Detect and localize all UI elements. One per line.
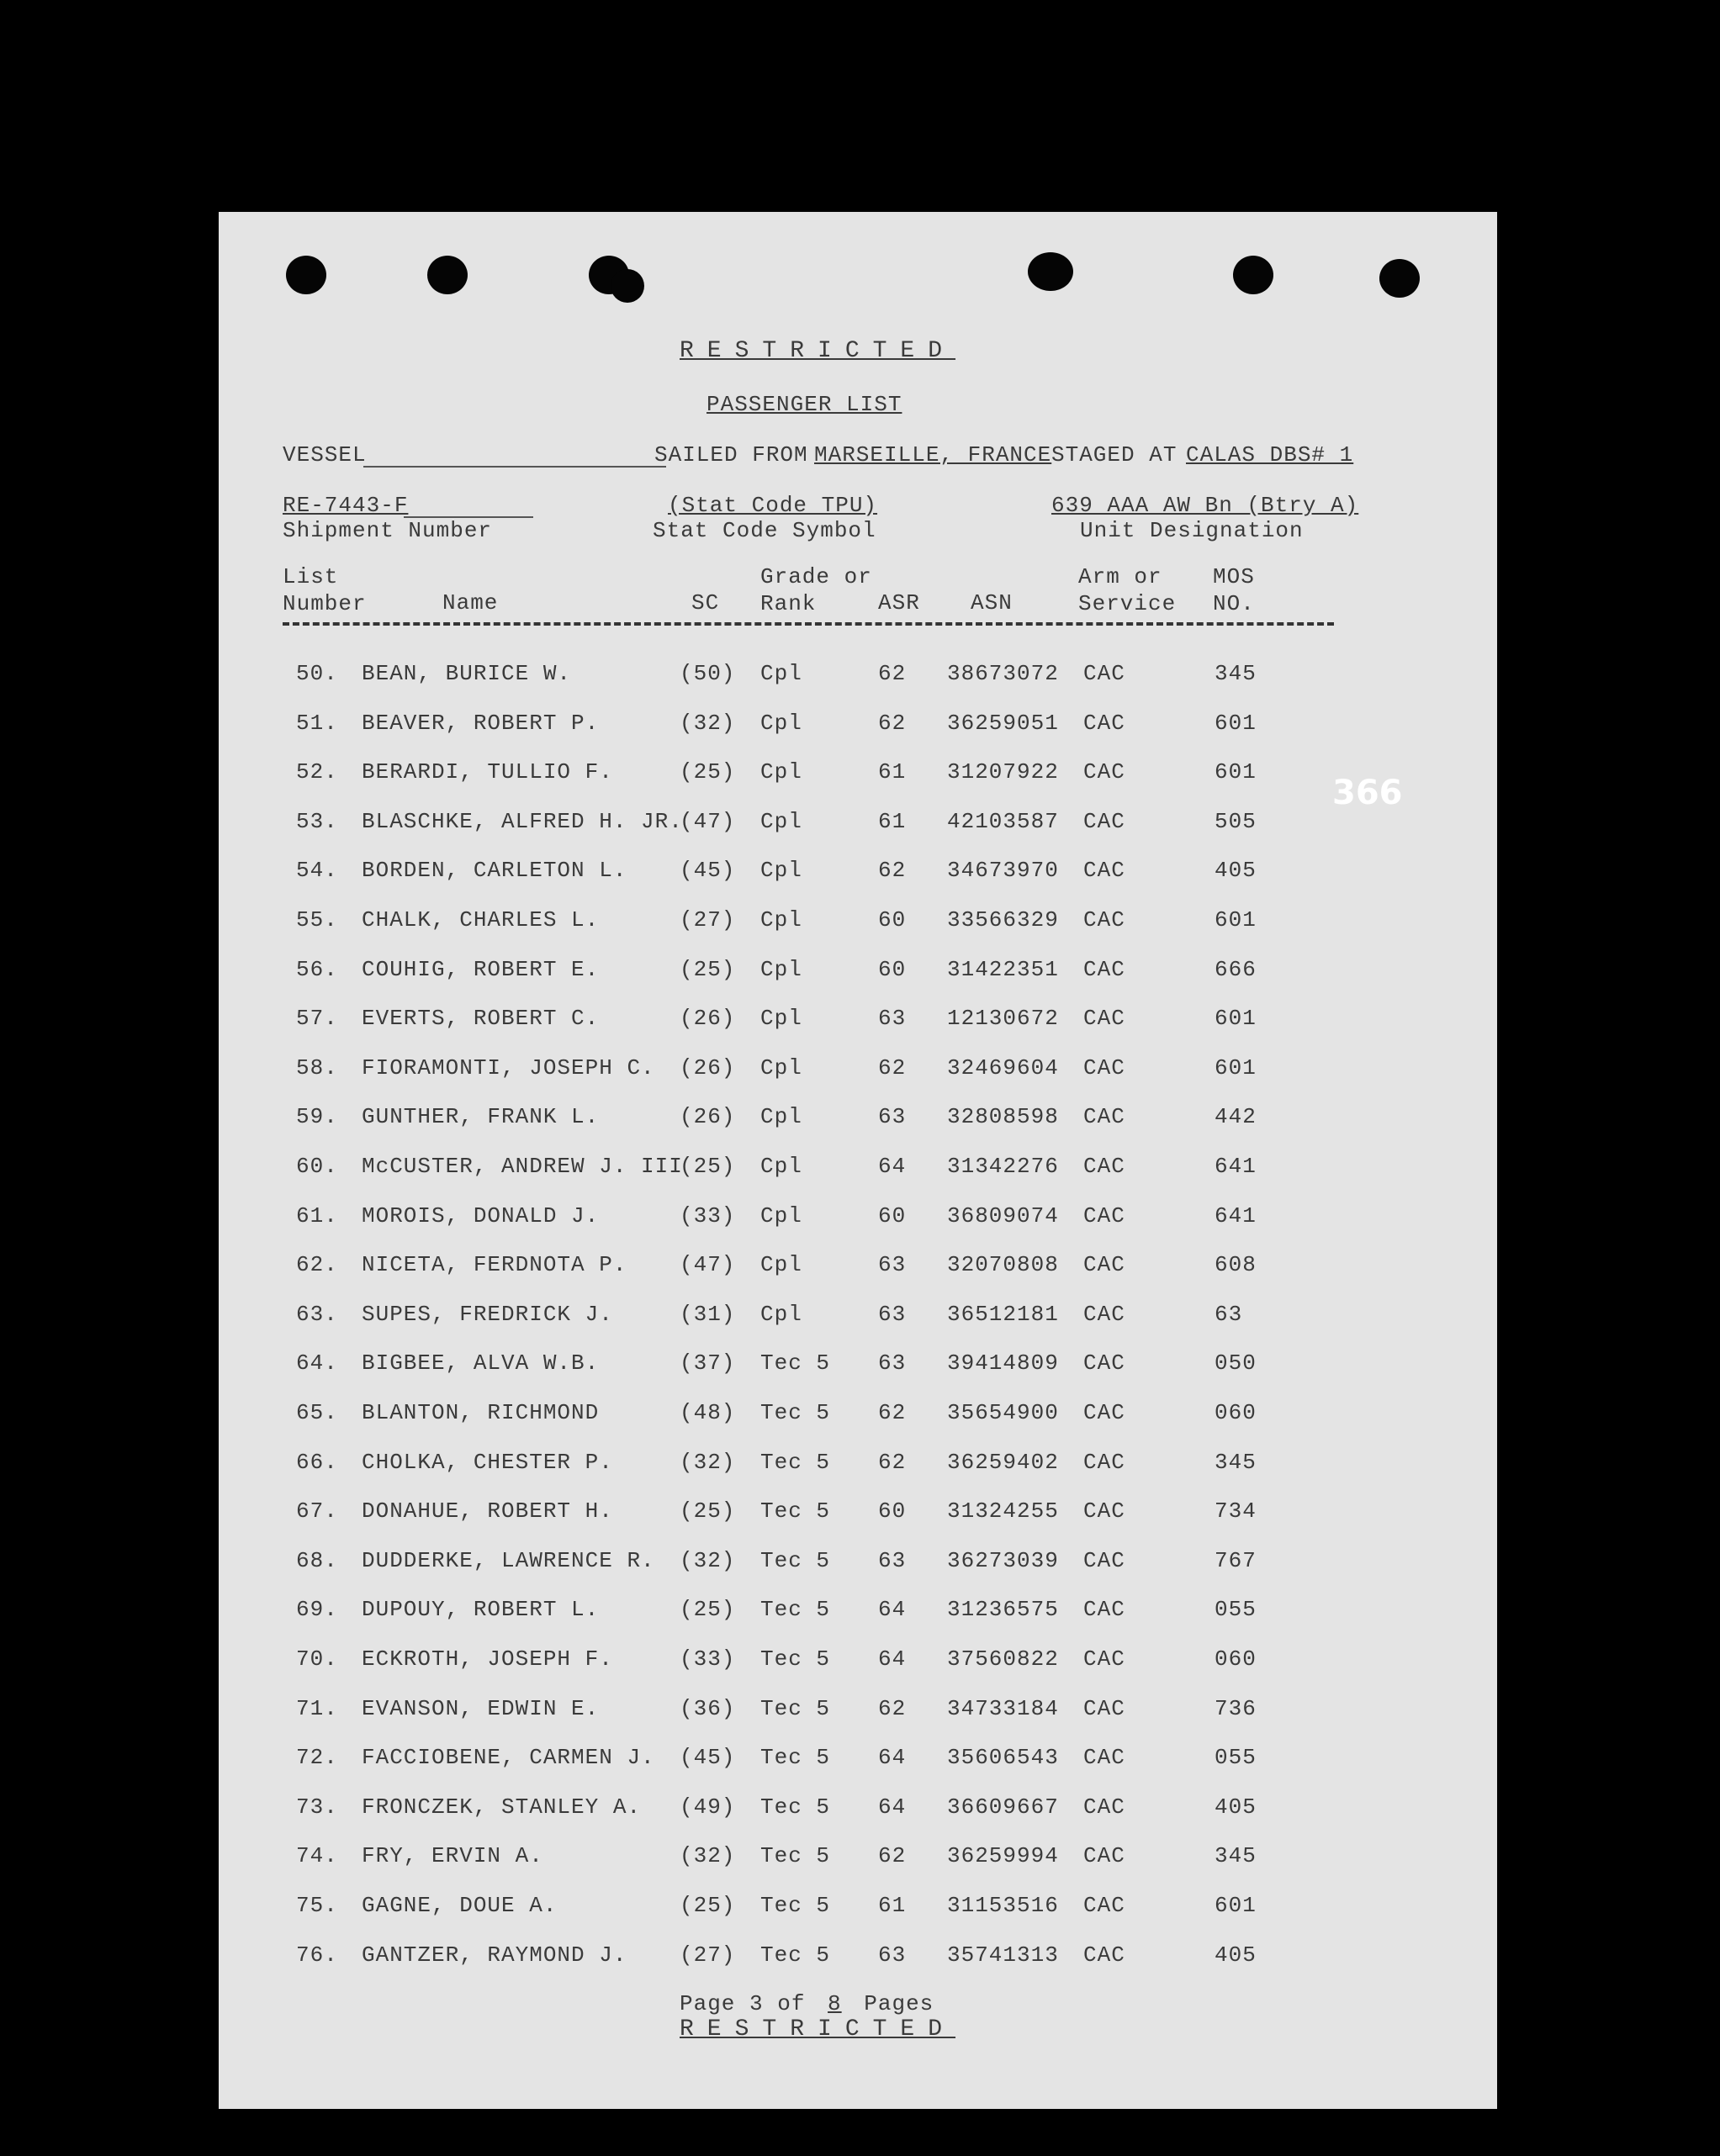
- table-row: [219, 1942, 1396, 1984]
- table-row: [219, 1104, 1396, 1146]
- cell-sc: (25): [680, 759, 736, 785]
- cell-grade: Tec 5: [760, 1498, 831, 1525]
- cell-arm: CAC: [1083, 1695, 1125, 1721]
- cell-num: 61.: [296, 1202, 338, 1229]
- cell-sc: (27): [680, 907, 736, 933]
- cell-asr: 61: [878, 759, 907, 785]
- cell-grade: Cpl: [760, 661, 802, 686]
- cell-arm: CAC: [1083, 808, 1125, 834]
- cell-asr: 61: [878, 808, 907, 834]
- cell-asn: 31207922: [947, 759, 1059, 785]
- cell-mos: 060: [1215, 1400, 1257, 1425]
- col-asr-header: ASR: [878, 590, 920, 616]
- table-row: [219, 711, 1396, 753]
- cell-sc: (45): [680, 1745, 736, 1771]
- cell-grade: Cpl: [760, 1006, 802, 1032]
- cell-name: FRY, ERVIN A.: [362, 1843, 543, 1869]
- cell-asr: 61: [878, 1893, 907, 1918]
- cell-asr: 64: [878, 1597, 907, 1623]
- cell-arm: CAC: [1083, 1104, 1125, 1130]
- cell-arm: CAC: [1083, 759, 1125, 785]
- header-divider: [283, 622, 1334, 626]
- cell-arm: CAC: [1083, 1547, 1125, 1573]
- cell-asn: 35606543: [947, 1745, 1059, 1771]
- cell-sc: (45): [680, 858, 736, 884]
- staged-at-label: STAGED AT: [1051, 442, 1178, 468]
- cell-num: 52.: [296, 759, 338, 785]
- cell-name: DONAHUE, ROBERT H.: [362, 1498, 613, 1525]
- shipment-number-value: RE-7443-F: [283, 493, 409, 518]
- cell-grade: Tec 5: [760, 1350, 831, 1377]
- cell-arm: CAC: [1083, 1449, 1125, 1475]
- cell-asn: 35654900: [947, 1400, 1059, 1425]
- table-row: [219, 1154, 1396, 1196]
- unit-designation-label: Unit Designation: [1080, 518, 1304, 543]
- table-row: [219, 1450, 1396, 1492]
- cell-num: 50.: [296, 661, 338, 686]
- cell-name: McCUSTER, ANDREW J. III: [362, 1154, 683, 1179]
- cell-grade: Tec 5: [760, 1745, 831, 1771]
- cell-asr: 62: [878, 661, 907, 686]
- cell-mos: 405: [1215, 1794, 1257, 1820]
- col-list-line2: Number: [283, 591, 367, 616]
- cell-asn: 36259402: [947, 1449, 1059, 1475]
- cell-mos: 442: [1215, 1104, 1257, 1130]
- cell-asr: 64: [878, 1646, 907, 1672]
- cell-grade: Tec 5: [760, 1893, 831, 1918]
- page-stamp-number: 366: [1332, 774, 1403, 812]
- cell-num: 59.: [296, 1104, 338, 1130]
- cell-name: BLANTON, RICHMOND: [362, 1400, 600, 1425]
- cell-mos: 641: [1215, 1154, 1257, 1179]
- cell-name: NICETA, FERDNOTA P.: [362, 1252, 627, 1278]
- cell-grade: Cpl: [760, 907, 802, 933]
- cell-arm: CAC: [1083, 1400, 1125, 1425]
- cell-grade: Cpl: [760, 1154, 802, 1179]
- cell-num: 54.: [296, 858, 338, 884]
- cell-grade: Tec 5: [760, 1646, 831, 1672]
- cell-grade: Cpl: [760, 1104, 802, 1130]
- col-arm-line2: Service: [1078, 591, 1177, 616]
- punch-hole: [286, 256, 326, 294]
- cell-grade: Tec 5: [760, 1547, 831, 1573]
- sailed-from-value: MARSEILLE, FRANCE: [814, 442, 1052, 468]
- cell-arm: CAC: [1083, 1252, 1125, 1278]
- cell-num: 57.: [296, 1006, 338, 1032]
- cell-sc: (33): [680, 1202, 736, 1229]
- cell-grade: Tec 5: [760, 1449, 831, 1475]
- cell-asr: 63: [878, 1252, 907, 1278]
- unit-designation-value: 639 AAA AW Bn (Btry A): [1051, 493, 1359, 518]
- cell-grade: Cpl: [760, 808, 802, 834]
- cell-sc: (32): [680, 1449, 736, 1475]
- cell-arm: CAC: [1083, 1154, 1125, 1179]
- cell-asn: 31422351: [947, 956, 1059, 982]
- table-row: [219, 1696, 1396, 1738]
- cell-name: DUDDERKE, LAWRENCE R.: [362, 1547, 655, 1573]
- cell-asn: 42103587: [947, 808, 1059, 834]
- table-row: [219, 1302, 1396, 1344]
- cell-asn: 31324255: [947, 1498, 1059, 1525]
- cell-mos: 601: [1215, 1006, 1257, 1032]
- cell-mos: 345: [1215, 1449, 1257, 1475]
- table-row: [219, 1646, 1396, 1688]
- cell-mos: 405: [1215, 1942, 1257, 1968]
- cell-mos: 601: [1215, 710, 1257, 736]
- cell-name: GUNTHER, FRANK L.: [362, 1104, 600, 1130]
- document-page: [219, 212, 1497, 2109]
- table-row: [219, 1350, 1396, 1392]
- cell-sc: (32): [680, 1547, 736, 1573]
- cell-asn: 39414809: [947, 1350, 1059, 1377]
- punch-hole: [611, 269, 644, 303]
- cell-name: BERARDI, TULLIO F.: [362, 759, 613, 785]
- cell-num: 62.: [296, 1252, 338, 1278]
- table-row: [219, 1597, 1396, 1639]
- stat-code-value: (Stat Code TPU): [668, 493, 878, 518]
- cell-asr: 64: [878, 1154, 907, 1179]
- cell-sc: (25): [680, 1893, 736, 1918]
- cell-name: BEAVER, ROBERT P.: [362, 710, 600, 736]
- cell-grade: Cpl: [760, 759, 802, 785]
- cell-name: BIGBEE, ALVA W.B.: [362, 1350, 600, 1377]
- cell-asr: 62: [878, 1843, 907, 1869]
- cell-name: EVERTS, ROBERT C.: [362, 1006, 600, 1032]
- cell-arm: CAC: [1083, 1843, 1125, 1869]
- vessel-label: VESSEL: [283, 442, 367, 468]
- cell-sc: (50): [680, 661, 736, 686]
- restricted-footer: RESTRICTED: [680, 2016, 956, 2042]
- col-mos-line1: MOS: [1213, 564, 1255, 589]
- cell-sc: (48): [680, 1400, 736, 1425]
- cell-mos: 608: [1215, 1252, 1257, 1278]
- cell-asn: 31153516: [947, 1893, 1059, 1918]
- col-asn-header: ASN: [971, 590, 1013, 616]
- table-row: [219, 759, 1396, 801]
- col-sc-header: SC: [691, 590, 720, 616]
- cell-asr: 62: [878, 710, 907, 736]
- cell-asn: 34733184: [947, 1695, 1059, 1721]
- cell-arm: CAC: [1083, 1745, 1125, 1771]
- cell-num: 56.: [296, 956, 338, 982]
- cell-arm: CAC: [1083, 1597, 1125, 1623]
- cell-sc: (26): [680, 1006, 736, 1032]
- cell-num: 74.: [296, 1843, 338, 1869]
- cell-asr: 63: [878, 1350, 907, 1377]
- cell-arm: CAC: [1083, 956, 1125, 982]
- cell-asn: 12130672: [947, 1006, 1059, 1032]
- cell-arm: CAC: [1083, 1498, 1125, 1525]
- cell-mos: 505: [1215, 808, 1257, 834]
- cell-arm: CAC: [1083, 1202, 1125, 1229]
- table-row: [219, 1203, 1396, 1245]
- cell-sc: (32): [680, 710, 736, 736]
- cell-grade: Tec 5: [760, 1400, 831, 1425]
- col-grade-line2: Rank: [760, 591, 817, 616]
- cell-asn: 32469604: [947, 1054, 1059, 1081]
- cell-sc: (49): [680, 1794, 736, 1820]
- table-row: [219, 1843, 1396, 1885]
- col-arm-header: [1078, 563, 1176, 617]
- punch-hole: [1028, 252, 1073, 291]
- cell-num: 66.: [296, 1449, 338, 1475]
- cell-arm: CAC: [1083, 1893, 1125, 1918]
- cell-arm: CAC: [1083, 1794, 1125, 1820]
- cell-asn: 31236575: [947, 1597, 1059, 1623]
- cell-name: FRONCZEK, STANLEY A.: [362, 1794, 642, 1820]
- cell-name: BEAN, BURICE W.: [362, 661, 572, 686]
- cell-grade: Cpl: [760, 1252, 802, 1278]
- cell-mos: 666: [1215, 956, 1257, 982]
- cell-num: 60.: [296, 1154, 338, 1179]
- cell-num: 53.: [296, 808, 338, 834]
- page-total: 8: [828, 1991, 842, 2016]
- cell-asr: 60: [878, 1202, 907, 1229]
- cell-arm: CAC: [1083, 1006, 1125, 1032]
- cell-asr: 62: [878, 1449, 907, 1475]
- cell-num: 51.: [296, 710, 338, 736]
- cell-num: 64.: [296, 1350, 338, 1377]
- col-grade-line1: Grade or: [760, 564, 872, 589]
- passenger-list-title: PASSENGER LIST: [707, 392, 902, 417]
- table-row: [219, 1498, 1396, 1540]
- cell-sc: (25): [680, 1597, 736, 1623]
- cell-arm: CAC: [1083, 1301, 1125, 1327]
- restricted-heading: RESTRICTED: [680, 338, 956, 364]
- table-row: [219, 1794, 1396, 1836]
- cell-mos: 345: [1215, 661, 1257, 686]
- staged-at-value: CALAS DBS# 1: [1186, 442, 1354, 468]
- cell-asr: 63: [878, 1942, 907, 1968]
- table-row: [219, 661, 1396, 703]
- cell-sc: (25): [680, 956, 736, 982]
- cell-sc: (27): [680, 1942, 736, 1968]
- cell-arm: CAC: [1083, 661, 1125, 686]
- cell-num: 72.: [296, 1745, 338, 1771]
- cell-asn: 33566329: [947, 907, 1059, 933]
- cell-grade: Tec 5: [760, 1942, 831, 1968]
- cell-asr: 60: [878, 1498, 907, 1525]
- cell-arm: CAC: [1083, 907, 1125, 933]
- cell-grade: Tec 5: [760, 1794, 831, 1820]
- cell-asn: 36609667: [947, 1794, 1059, 1820]
- cell-mos: 050: [1215, 1350, 1257, 1377]
- cell-asn: 36259051: [947, 710, 1059, 736]
- cell-num: 63.: [296, 1301, 338, 1327]
- col-list-header: [283, 563, 367, 617]
- cell-name: FIORAMONTI, JOSEPH C.: [362, 1054, 655, 1081]
- cell-name: CHALK, CHARLES L.: [362, 907, 600, 933]
- table-row: [219, 809, 1396, 851]
- col-list-line1: List: [283, 564, 339, 589]
- page-indicator: [680, 1991, 934, 2016]
- cell-num: 73.: [296, 1794, 338, 1820]
- table-row: [219, 858, 1396, 900]
- cell-name: EVANSON, EDWIN E.: [362, 1695, 600, 1721]
- cell-num: 69.: [296, 1597, 338, 1623]
- page-prefix: Page 3 of: [680, 1991, 806, 2016]
- cell-asr: 63: [878, 1006, 907, 1032]
- cell-asn: 34673970: [947, 858, 1059, 884]
- cell-asn: 31342276: [947, 1154, 1059, 1179]
- table-row: [219, 1745, 1396, 1787]
- cell-num: 58.: [296, 1054, 338, 1081]
- cell-name: SUPES, FREDRICK J.: [362, 1301, 613, 1327]
- cell-grade: Cpl: [760, 1202, 802, 1229]
- cell-asn: 36512181: [947, 1301, 1059, 1327]
- col-mos-header: [1213, 563, 1255, 617]
- cell-mos: 601: [1215, 1893, 1257, 1918]
- cell-num: 67.: [296, 1498, 338, 1525]
- cell-num: 76.: [296, 1942, 338, 1968]
- cell-asr: 62: [878, 1400, 907, 1425]
- cell-asr: 62: [878, 1695, 907, 1721]
- cell-arm: CAC: [1083, 1054, 1125, 1081]
- cell-sc: (36): [680, 1695, 736, 1721]
- cell-mos: 055: [1215, 1597, 1257, 1623]
- col-name-header: Name: [442, 590, 499, 616]
- cell-sc: (33): [680, 1646, 736, 1672]
- table-row: [219, 1006, 1396, 1048]
- cell-grade: Tec 5: [760, 1695, 831, 1721]
- cell-num: 71.: [296, 1695, 338, 1721]
- stat-code-label: Stat Code Symbol: [653, 518, 876, 543]
- cell-num: 55.: [296, 907, 338, 933]
- cell-mos: 601: [1215, 1054, 1257, 1081]
- cell-name: FACCIOBENE, CARMEN J.: [362, 1745, 655, 1771]
- cell-sc: (25): [680, 1154, 736, 1179]
- cell-name: ECKROTH, JOSEPH F.: [362, 1646, 613, 1672]
- cell-sc: (26): [680, 1054, 736, 1081]
- cell-asn: 37560822: [947, 1646, 1059, 1672]
- cell-arm: CAC: [1083, 858, 1125, 884]
- cell-asr: 64: [878, 1745, 907, 1771]
- table-row: [219, 907, 1396, 949]
- cell-sc: (31): [680, 1301, 736, 1327]
- cell-mos: 055: [1215, 1745, 1257, 1771]
- cell-name: GANTZER, RAYMOND J.: [362, 1942, 627, 1968]
- cell-mos: 405: [1215, 858, 1257, 884]
- table-row: [219, 957, 1396, 999]
- cell-name: BLASCHKE, ALFRED H. JR.: [362, 808, 683, 834]
- cell-grade: Cpl: [760, 710, 802, 736]
- cell-sc: (25): [680, 1498, 736, 1525]
- cell-asr: 63: [878, 1104, 907, 1130]
- col-mos-line2: NO.: [1213, 591, 1255, 616]
- cell-grade: Tec 5: [760, 1843, 831, 1869]
- cell-asr: 60: [878, 907, 907, 933]
- table-row: [219, 1548, 1396, 1590]
- cell-sc: (37): [680, 1350, 736, 1377]
- cell-asn: 36809074: [947, 1202, 1059, 1229]
- cell-grade: Cpl: [760, 1054, 802, 1081]
- cell-sc: (26): [680, 1104, 736, 1130]
- cell-asr: 62: [878, 1054, 907, 1081]
- cell-num: 75.: [296, 1893, 338, 1918]
- cell-grade: Cpl: [760, 1301, 802, 1327]
- punch-hole: [1233, 256, 1273, 294]
- col-arm-line1: Arm or: [1078, 564, 1162, 589]
- table-row: [219, 1055, 1396, 1097]
- cell-asn: 36273039: [947, 1547, 1059, 1573]
- cell-sc: (47): [680, 1252, 736, 1278]
- cell-mos: 601: [1215, 759, 1257, 785]
- cell-num: 70.: [296, 1646, 338, 1672]
- cell-mos: 601: [1215, 907, 1257, 933]
- cell-asr: 64: [878, 1794, 907, 1820]
- cell-asr: 63: [878, 1301, 907, 1327]
- cell-sc: (32): [680, 1843, 736, 1869]
- cell-asr: 60: [878, 956, 907, 982]
- cell-grade: Cpl: [760, 858, 802, 884]
- cell-grade: Cpl: [760, 956, 802, 982]
- cell-mos: 63: [1215, 1301, 1243, 1327]
- table-row: [219, 1893, 1396, 1935]
- cell-asn: 35741313: [947, 1942, 1059, 1968]
- cell-name: GAGNE, DOUE A.: [362, 1893, 558, 1918]
- cell-mos: 060: [1215, 1646, 1257, 1672]
- cell-mos: 641: [1215, 1202, 1257, 1229]
- cell-arm: CAC: [1083, 1942, 1125, 1968]
- cell-arm: CAC: [1083, 1646, 1125, 1672]
- cell-asr: 63: [878, 1547, 907, 1573]
- page-suffix: Pages: [864, 1991, 934, 2016]
- cell-arm: CAC: [1083, 710, 1125, 736]
- cell-asn: 38673072: [947, 661, 1059, 686]
- cell-num: 68.: [296, 1547, 338, 1573]
- cell-mos: 767: [1215, 1547, 1257, 1573]
- shipment-number-label: Shipment Number: [283, 518, 493, 543]
- cell-mos: 734: [1215, 1498, 1257, 1525]
- cell-name: CHOLKA, CHESTER P.: [362, 1449, 613, 1475]
- cell-name: DUPOUY, ROBERT L.: [362, 1597, 600, 1623]
- cell-num: 65.: [296, 1400, 338, 1425]
- cell-name: COUHIG, ROBERT E.: [362, 956, 600, 982]
- cell-mos: 736: [1215, 1695, 1257, 1721]
- cell-grade: Tec 5: [760, 1597, 831, 1623]
- cell-asn: 32808598: [947, 1104, 1059, 1130]
- table-row: [219, 1252, 1396, 1294]
- cell-arm: CAC: [1083, 1350, 1125, 1377]
- punch-hole: [427, 256, 468, 294]
- cell-asn: 32070808: [947, 1252, 1059, 1278]
- cell-asr: 62: [878, 858, 907, 884]
- col-grade-header: [760, 563, 872, 617]
- sailed-from-label: SAILED FROM: [654, 442, 808, 468]
- cell-name: BORDEN, CARLETON L.: [362, 858, 627, 884]
- cell-sc: (47): [680, 808, 736, 834]
- punch-hole: [1379, 259, 1420, 298]
- cell-mos: 345: [1215, 1843, 1257, 1869]
- cell-name: MOROIS, DONALD J.: [362, 1202, 600, 1229]
- vessel-line: [363, 466, 666, 468]
- table-row: [219, 1400, 1396, 1442]
- cell-asn: 36259994: [947, 1843, 1059, 1869]
